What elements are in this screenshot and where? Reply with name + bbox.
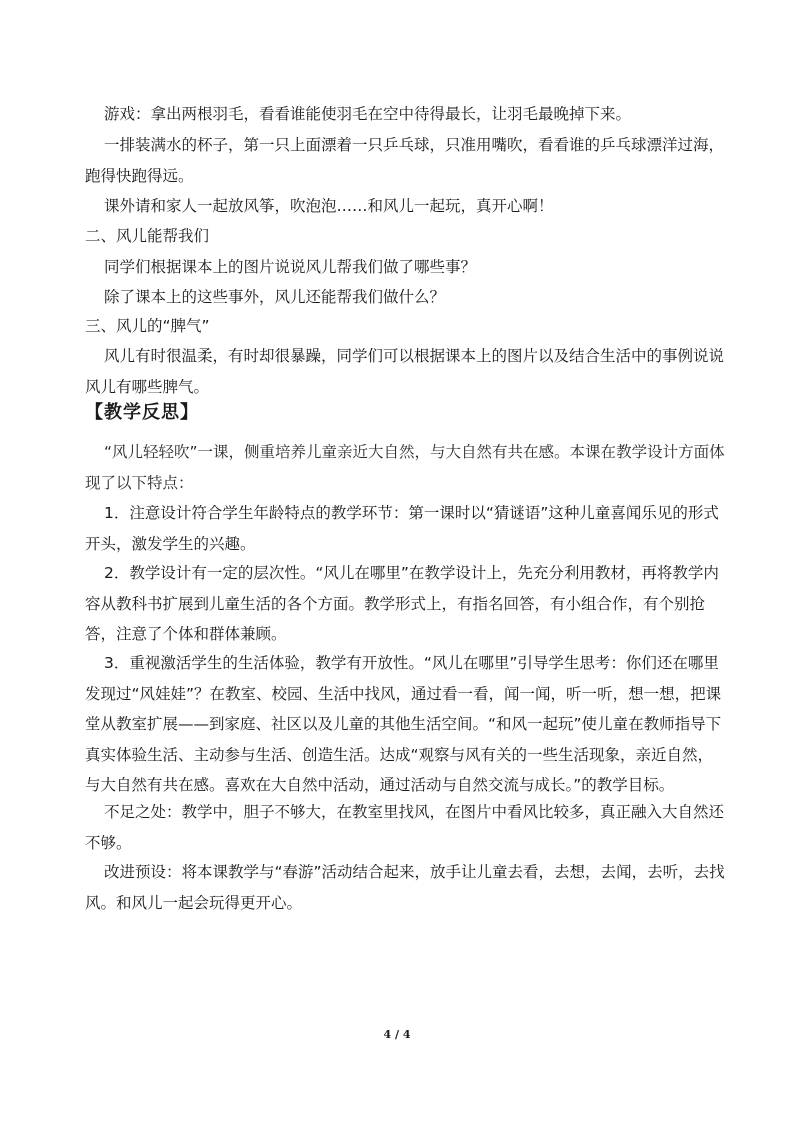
activity-cups-paragraph: 一排装满水的杯子，第一只上面漂着一只乒乓球，只准用嘴吹，看看谁的乒乓球漂洋过海，跑得快跑得远。: [85, 136, 725, 185]
reflection-shortcoming: 不足之处：教学中，胆子不够大，在教室里找风，在图片中看风比较多，真正融入大自然还不够。: [85, 803, 725, 852]
section3-heading: 三、风儿的“脾气”: [85, 317, 210, 335]
section2-question-1: 同学们根据课本上的图片说说风儿帮我们做了哪些事？: [104, 258, 477, 276]
section2-heading: 二、风儿能帮我们: [85, 227, 210, 245]
section2-question-2: 除了课本上的这些事外，风儿还能帮我们做什么？: [104, 288, 446, 306]
reflection-intro: “风儿轻轻吹”一课，侧重培养儿童亲近大自然，与大自然有共在感。本课在教学设计方面体现了以下特点：: [85, 443, 725, 492]
activity-homework-paragraph: 课外请和家人一起放风筝，吹泡泡……和风儿一起玩，真开心啊！: [104, 197, 554, 215]
reflection-point-2: 2．教学设计有一定的层次性。“风儿在哪里”在教学设计上，先充分利用教材，再将教学内容从教科书扩展到儿童生活的各个方面。教学形式上，有指名回答，有小组合作，有个别抢答，注意了个体和群体兼顾。: [85, 564, 719, 643]
reflection-point-1: 1．注意设计符合学生年龄特点的教学环节：第一课时以“猜谜语”这种儿童喜闻乐见的形式开头，激发学生的兴趣。: [85, 504, 719, 553]
section3-paragraph: 风儿有时很温柔，有时却很暴躁，同学们可以根据课本上的图片以及结合生活中的事例说说风儿有哪些脾气。: [85, 347, 725, 396]
activity-game-paragraph: 游戏：拿出两根羽毛，看看谁能使羽毛在空中待得最长，让羽毛最晚掉下来。: [104, 105, 632, 123]
page-number: 4 / 4: [383, 1028, 411, 1041]
reflection-heading: 【教学反思】: [85, 402, 199, 423]
reflection-improvement: 改进预设：将本课教学与“春游”活动结合起来，放手让儿童去看，去想，去闻，去听，去找风。和风儿一起会玩得更开心。: [85, 863, 725, 912]
reflection-point-3: 3．重视激活学生的生活体验，教学有开放性。“风儿在哪里”引导学生思考：你们还在哪里发现过“风娃娃”？在教室、校园、生活中找风，通过看一看，闻一闻，听一听，想一想，把课堂从教室扩展——到家庭、社区以及儿童的其他生活空间。“和风一起玩”使儿童在教师指导下真实体验生活、主动参与生活、创造生活。达成“观察与风有关的一些生活现象，亲近自然，与大自然有共在感。喜欢在大自然中活动，通过活动与自然交流与成长。”的教学目标。: [85, 654, 722, 794]
